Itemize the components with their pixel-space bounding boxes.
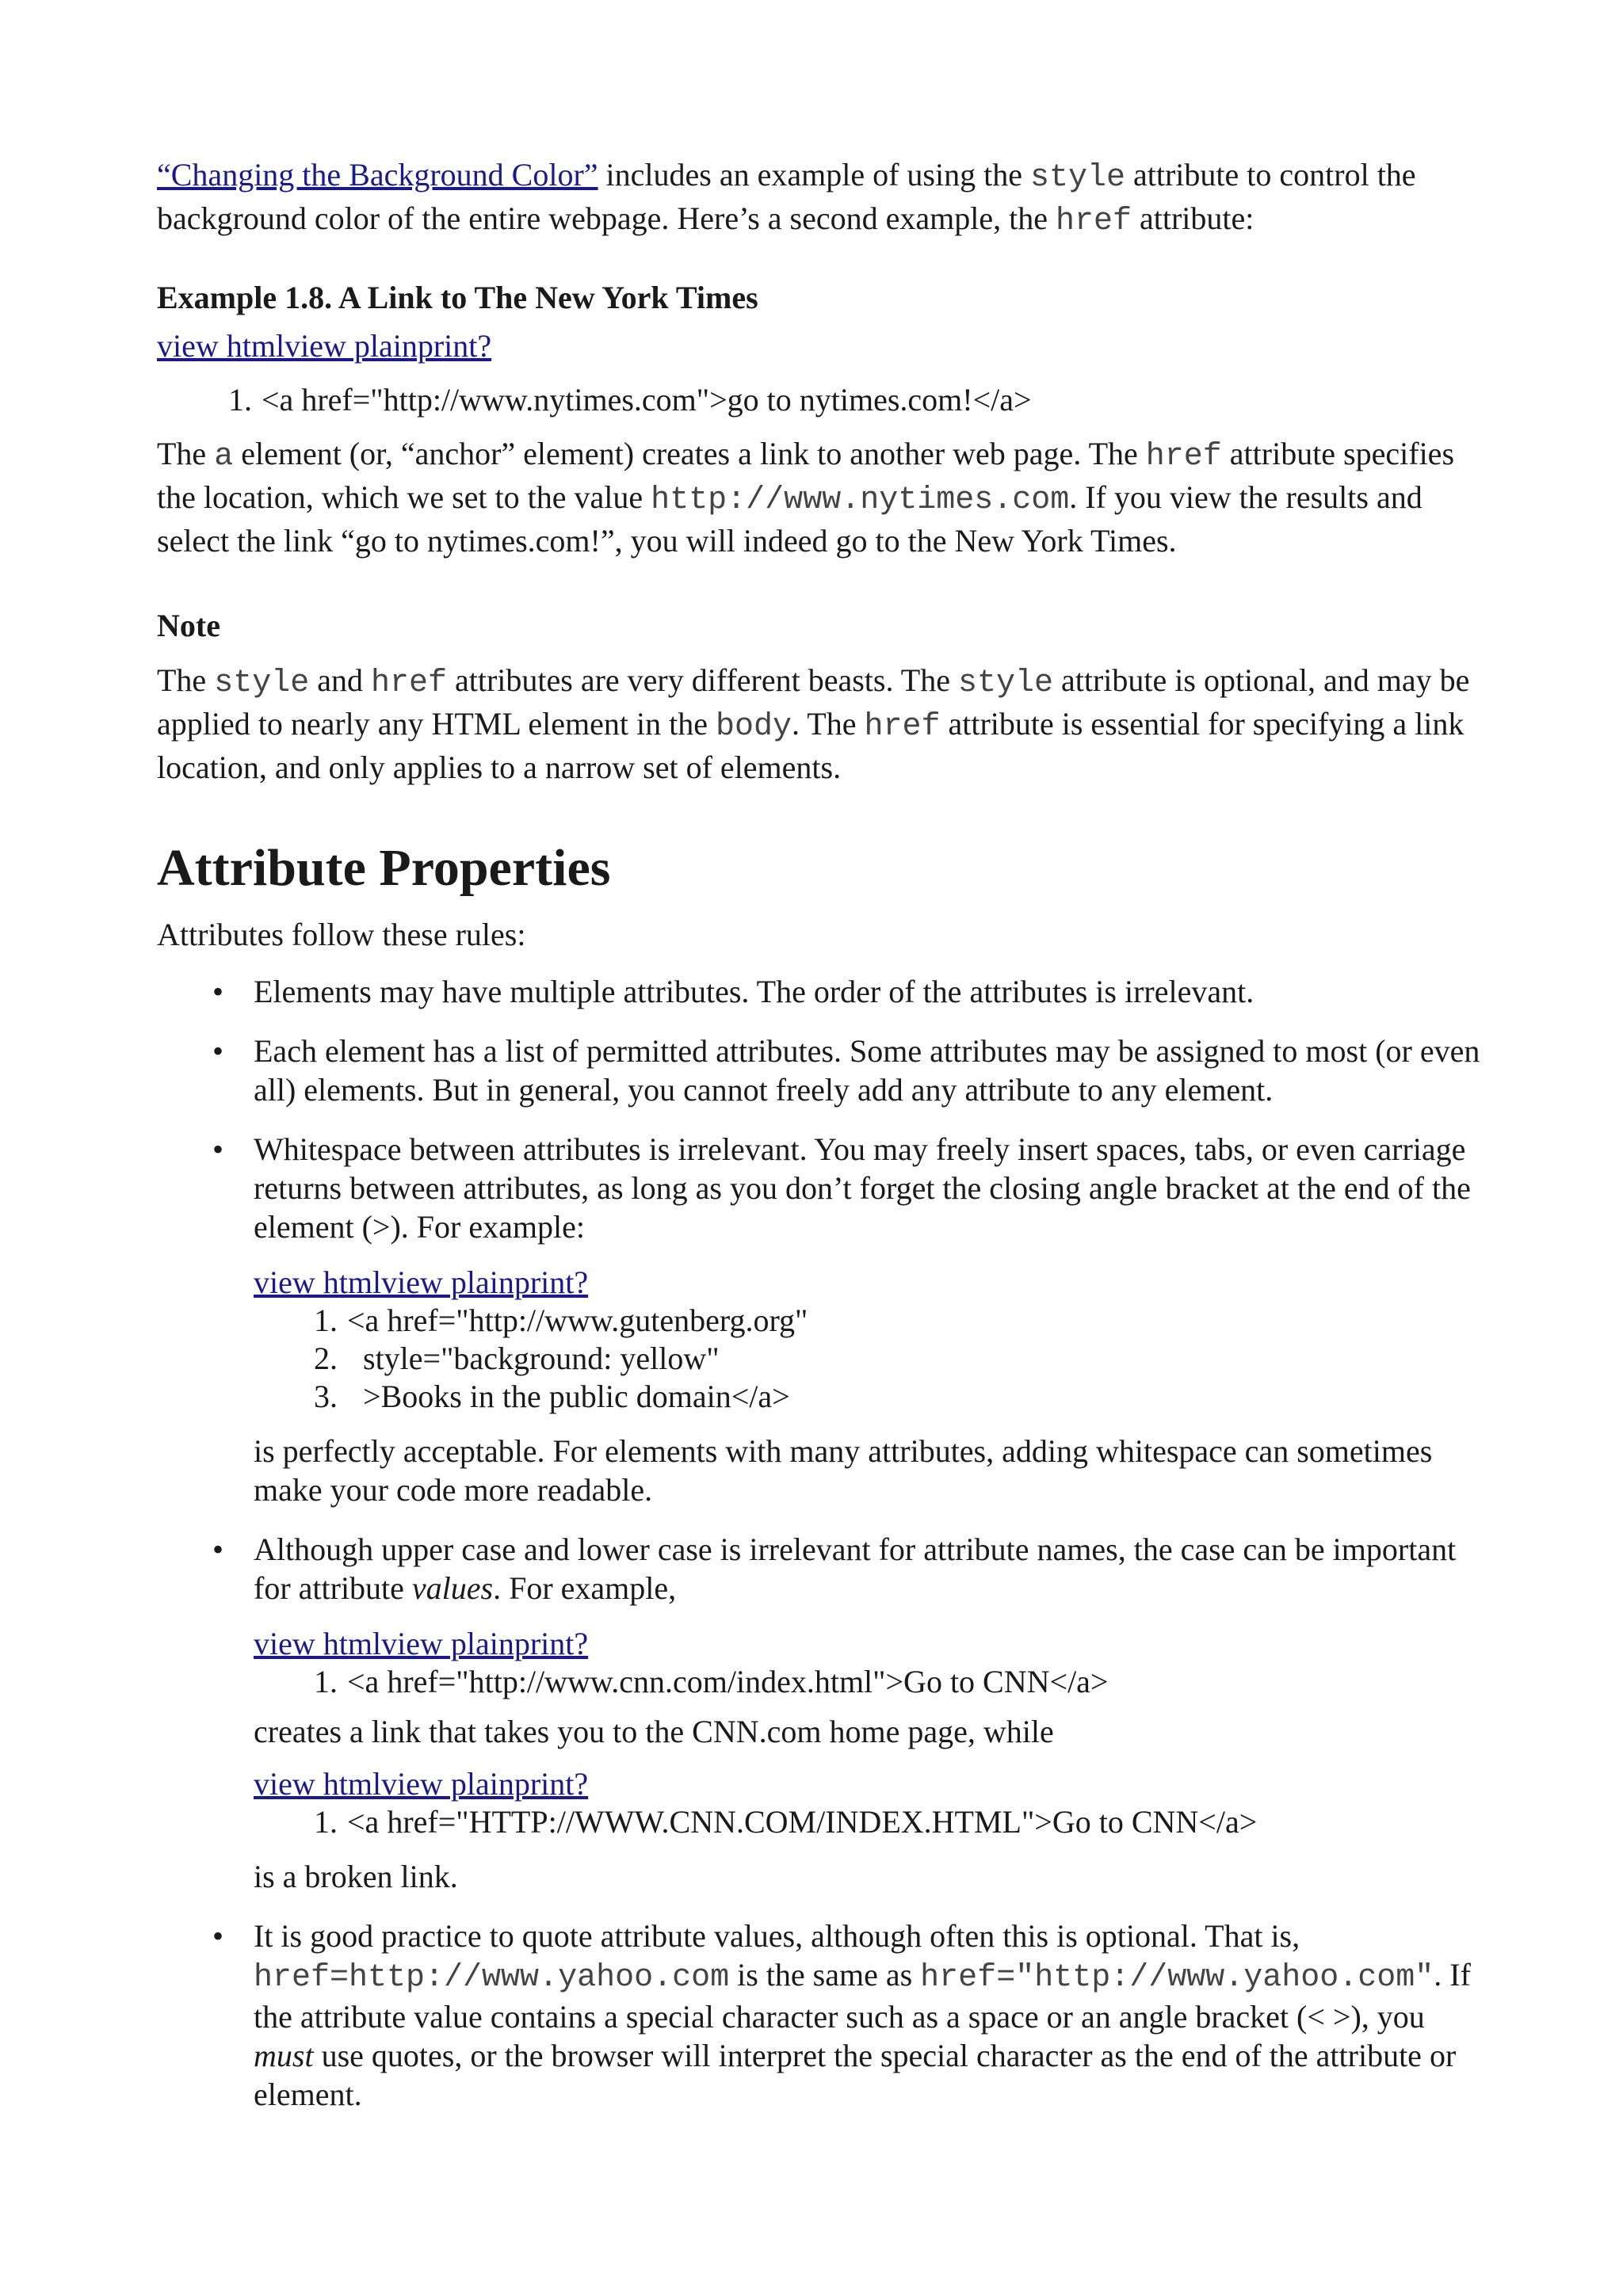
bullet-icon: • — [212, 1918, 224, 1954]
code-line — [300, 1302, 1488, 1340]
view-html-plain-print-link[interactable]: view htmlview plainprint? — [254, 1766, 589, 1802]
intro-text-2: attribute to control the background color of the entire webpage. Here’s a second example, the — [157, 157, 1416, 236]
code-line — [214, 381, 1488, 419]
rule-item — [157, 972, 1488, 1011]
rules-intro: Attributes follow these rules: — [157, 917, 526, 952]
line-number: 1. — [314, 1302, 338, 1338]
document-page — [157, 154, 1488, 2134]
rule-item — [157, 1530, 1488, 1896]
note-code-body: body — [715, 709, 792, 745]
note-text-2: and — [309, 662, 371, 698]
explain-text-1: The — [157, 436, 215, 471]
line-number: 1. — [314, 1804, 338, 1840]
explain-code-href: href — [1145, 439, 1222, 475]
line-number: 3. — [314, 1379, 338, 1414]
section-heading: Attribute Properties — [157, 839, 611, 897]
view-html-plain-print-link[interactable]: view htmlview plainprint? — [157, 328, 492, 364]
code-line-text: <a href="http://www.cnn.com/index.html">Go to CNN</a> — [347, 1664, 1109, 1699]
rule-emphasis: values — [411, 1570, 494, 1606]
code-toolbar — [254, 1264, 1488, 1302]
line-number: 2. — [314, 1341, 338, 1376]
rule-text: use quotes, or the browser will interpret the special character as the end of the attribute or element. — [254, 2038, 1457, 2112]
explain-paragraph — [157, 433, 1488, 561]
note-text-6: attribute is essential for specifying a link location, and only applies to a narrow set of elements. — [157, 706, 1465, 785]
note-code-href-2: href — [864, 709, 941, 745]
rule-text: Each element has a list of permitted attributes. Some attributes may be assigned to most (or even all) elements. But in general, you cannot freely add any attribute to any element. — [254, 1033, 1480, 1108]
note-text-3: attributes are very different beasts. The — [447, 662, 958, 698]
code-listing — [300, 1663, 1488, 1701]
note-title: Note — [157, 608, 220, 643]
code-line — [300, 1803, 1488, 1841]
rule-between-text: creates a link that takes you to the CNN.com home page, while — [254, 1714, 1054, 1749]
note-text-5: . The — [791, 706, 865, 742]
rule-item — [157, 1917, 1488, 2114]
code-block — [254, 1264, 1488, 1416]
note-text-4: attribute is optional, and may be applied to nearly any HTML element in the — [157, 662, 1470, 742]
rule-item — [157, 1130, 1488, 1509]
code-listing — [300, 1302, 1488, 1416]
note-text-1: The — [157, 662, 215, 698]
code-line — [300, 1378, 1488, 1416]
explain-text-2: element (or, “anchor” element) creates a link to another web page. The — [233, 436, 1146, 471]
rules-list — [157, 972, 1488, 2114]
rule-code-quoted: href="http://www.yahoo.com" — [920, 1960, 1434, 1996]
note-code-style-2: style — [957, 666, 1053, 701]
note-paragraph — [157, 660, 1488, 788]
line-number: 1. — [228, 382, 252, 418]
code-line — [300, 1663, 1488, 1701]
code-block — [254, 1625, 1488, 1701]
code-toolbar — [157, 327, 1488, 365]
explain-code-url: http://www.nytimes.com — [651, 482, 1070, 518]
code-line-text: style="background: yellow" — [347, 1341, 720, 1376]
code-line-text: <a href="http://www.gutenberg.org" — [347, 1302, 808, 1338]
code-line-text: <a href="HTTP://WWW.CNN.COM/INDEX.HTML">Go to CNN</a> — [347, 1804, 1258, 1840]
code-listing — [214, 381, 1488, 419]
code-line — [300, 1340, 1488, 1378]
intro-paragraph — [157, 154, 1488, 242]
rule-followup-text: is perfectly acceptable. For elements with many attributes, adding whitespace can sometimes make your code more readable. — [254, 1433, 1433, 1508]
rule-code-unquoted: href=http://www.yahoo.com — [254, 1960, 730, 1996]
view-html-plain-print-link[interactable]: view htmlview plainprint? — [254, 1626, 589, 1661]
rule-text: Whitespace between attributes is irrelevant. You may freely insert spaces, tabs, or even carriage returns between attributes, as long as you don’t forget the closing angle bracket at the end of the element (>). For example: — [254, 1131, 1471, 1245]
intro-text-1: includes an example of using the — [598, 157, 1030, 193]
example-title: Example 1.8. A Link to The New York Times — [157, 280, 758, 315]
intro-code-href: href — [1055, 204, 1132, 239]
explain-code-a: a — [214, 439, 234, 475]
code-toolbar — [254, 1625, 1488, 1663]
bullet-icon: • — [212, 1531, 224, 1567]
bullet-icon: • — [212, 974, 224, 1009]
rule-text: It is good practice to quote attribute values, although often this is optional. That is, — [254, 1918, 1300, 1954]
rule-followup-text: is a broken link. — [254, 1859, 458, 1894]
note-code-style: style — [214, 666, 310, 701]
rule-text: . If the attribute value contains a special character such as a space or an angle bracket (< >), you — [254, 1957, 1471, 2035]
code-listing — [300, 1803, 1488, 1841]
bullet-icon: • — [212, 1131, 224, 1167]
rule-text: is the same as — [729, 1957, 921, 1993]
code-block — [254, 1765, 1488, 1841]
rule-emphasis: must — [254, 2038, 314, 2073]
explain-text-4: . If you view the results and select the link “go to nytimes.com!”, you will indeed go to the New York Times. — [157, 479, 1423, 559]
code-toolbar — [254, 1765, 1488, 1803]
intro-code-style: style — [1029, 160, 1125, 196]
intro-text-3: attribute: — [1132, 200, 1254, 236]
explain-text-3: attribute specifies the location, which we set to the value — [157, 436, 1455, 515]
note-code-href: href — [370, 666, 447, 701]
code-line-text: <a href="http://www.nytimes.com">go to nytimes.com!</a> — [262, 382, 1032, 418]
view-html-plain-print-link[interactable]: view htmlview plainprint? — [254, 1264, 589, 1300]
line-number: 1. — [314, 1664, 338, 1699]
rule-text: Elements may have multiple attributes. The order of the attributes is irrelevant. — [254, 974, 1254, 1009]
code-line-text: >Books in the public domain</a> — [347, 1379, 790, 1414]
rule-text: Although upper case and lower case is irrelevant for attribute names, the case can be important for attribute — [254, 1531, 1457, 1606]
rule-text: . For example, — [493, 1570, 677, 1606]
rule-item — [157, 1032, 1488, 1109]
changing-background-color-link[interactable]: “Changing the Background Color” — [157, 157, 598, 193]
bullet-icon: • — [212, 1033, 224, 1069]
